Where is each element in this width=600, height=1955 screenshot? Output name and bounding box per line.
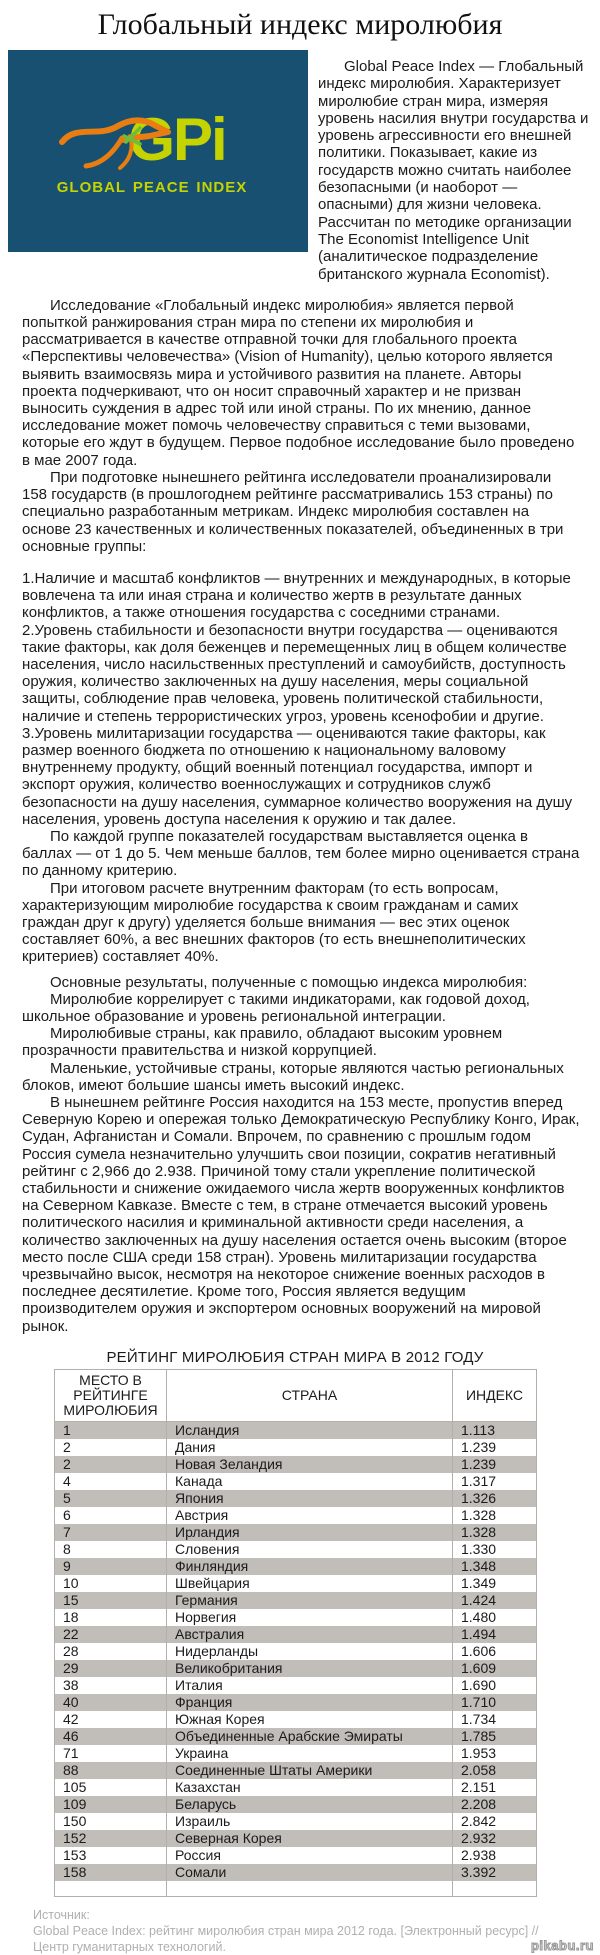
index-cell: 1.785 (453, 1728, 537, 1745)
list-item: 3.Уровень милитаризации государства — оцениваются такие факторы, как размер военного бюджета по отношению к национальному валовому внутреннему продукту, общий военный потенциал государства, импорт и экспорт оружия, количество военнослужащих и сотрудников служб безопасности на душу населения, суммарное количество вооружения на душу населения, уровень доступа населения к оружию и так далее. (22, 724, 573, 828)
rank-cell: 152 (55, 1830, 167, 1847)
rank-cell: 42 (55, 1711, 167, 1728)
table-row (55, 1864, 537, 1881)
header-row (8, 50, 592, 283)
paragraph-weights: При итоговом расчете внутренним факторам (то есть вопросам, характеризующим миролюбие государства к своим гражданам и самих граждан друг к другу) уделяется больше внимания — вес этих оценок составляет 60%, а вес внешних факторов (то есть внешнеполитических критериев) составляет 40%. (22, 879, 526, 966)
table-row (55, 1473, 537, 1490)
paragraph-result-3: Маленькие, устойчивые страны, которые являются частью региональных блоков, имеют большие шансы иметь высокий индекс. (22, 1059, 564, 1094)
gpi-logo-art (128, 106, 226, 173)
index-cell: 1.606 (453, 1643, 537, 1660)
index-cell: 1.690 (453, 1677, 537, 1694)
list-item: 1.Наличие и масштаб конфликтов — внутренних и международных, в которые вовлечена та или иная страна и количество жертв в результате данных конфликтов, а также отношения государства с соседними странами. (22, 569, 571, 622)
country-cell: Ирландия (167, 1524, 453, 1541)
rank-cell: 6 (55, 1507, 167, 1524)
rank-cell: 10 (55, 1575, 167, 1592)
rank-cell: 2 (55, 1456, 167, 1473)
country-cell: Россия (167, 1847, 453, 1864)
table-row (55, 1796, 537, 1813)
table-row (55, 1421, 537, 1439)
country-cell: Канада (167, 1473, 453, 1490)
country-cell: Норвегия (167, 1609, 453, 1626)
table-row (55, 1490, 537, 1507)
index-cell: 2.932 (453, 1830, 537, 1847)
index-cell: 1.424 (453, 1592, 537, 1609)
table-row (55, 1439, 537, 1456)
source-note (33, 1907, 560, 1955)
index-cell: 1.480 (453, 1609, 537, 1626)
rank-cell: 46 (55, 1728, 167, 1745)
list-item: 2.Уровень стабильности и безопасности внутри государства — оцениваются такие факторы, как доля беженцев и перемещенных лиц в общем количестве населения, число насильственных преступлений и самоубийств, доступность оружия, количество заключенных на душу населения, меры социальной защиты, соблюдение прав человека, уровень политической стабильности, наличие и степень террористических угроз, уровень ксенофобии и другие. (22, 621, 567, 725)
table-row (55, 1830, 537, 1847)
index-cell: 1.609 (453, 1660, 537, 1677)
rating-table (54, 1369, 537, 1897)
table-title: РЕЙТИНГ МИРОЛЮБИЯ СТРАН МИРА В 2012 ГОДУ (106, 1348, 484, 1366)
country-cell: Швейцария (167, 1575, 453, 1592)
table-empty-row (55, 1881, 537, 1897)
index-cell: 1.330 (453, 1541, 537, 1558)
table-row (55, 1745, 537, 1762)
index-cell: 2.058 (453, 1762, 537, 1779)
intro-paragraph: Global Peace Index — Глобальный индекс миролюбия. Характеризует миролюбие стран мира, измеряя уровень насилия внутри государства и уровень агрессивности его внешней политики. Показывает, какие из государств можно считать наиболее безопасными (и наоборот — опасными) для жизни человека. Рассчитан по методике организации The Economist Intelligence Unit (аналитическое подразделение британского журнала Economist). (318, 58, 589, 283)
index-cell: 1.328 (453, 1507, 537, 1524)
country-cell: Исландия (167, 1421, 453, 1439)
index-cell: 2.151 (453, 1779, 537, 1796)
table-row (55, 1813, 537, 1830)
table-row (55, 1507, 537, 1524)
country-cell: Австралия (167, 1626, 453, 1643)
country-cell: Финляндия (167, 1558, 453, 1575)
paragraph-result-1: Миролюбие коррелирует с такими индикаторами, как годовой доход, школьное образование и уровень региональной интеграции. (22, 990, 530, 1025)
table-row (55, 1456, 537, 1473)
country-cell: Южная Корея (167, 1711, 453, 1728)
criteria-list (22, 570, 580, 828)
table-row (55, 1575, 537, 1592)
index-cell: 1.113 (453, 1421, 537, 1439)
rank-cell: 109 (55, 1796, 167, 1813)
table-row (55, 1541, 537, 1558)
table-row (55, 1558, 537, 1575)
country-cell: Словения (167, 1541, 453, 1558)
rank-cell: 38 (55, 1677, 167, 1694)
country-cell: Австрия (167, 1507, 453, 1524)
rank-cell: 29 (55, 1660, 167, 1677)
country-cell: Франция (167, 1694, 453, 1711)
table-row (55, 1728, 537, 1745)
table-row (55, 1660, 537, 1677)
index-cell: 1.239 (453, 1439, 537, 1456)
page-title: Глобальный индекс миролюбия (97, 8, 503, 41)
rank-cell: 22 (55, 1626, 167, 1643)
country-cell: Казахстан (167, 1779, 453, 1796)
table-body (55, 1421, 537, 1881)
col-header-country: СТРАНА (167, 1369, 453, 1421)
rating-table-section (54, 1349, 536, 1897)
country-cell: Израиль (167, 1813, 453, 1830)
index-cell: 1.953 (453, 1745, 537, 1762)
rank-cell: 9 (55, 1558, 167, 1575)
rank-cell: 1 (55, 1421, 167, 1439)
country-cell: Беларусь (167, 1796, 453, 1813)
index-cell: 3.392 (453, 1864, 537, 1881)
gpi-logo-caption: global peace index (56, 174, 248, 197)
col-header-rank: МЕСТО В РЕЙТИНГЕ МИРОЛЮБИЯ (55, 1369, 167, 1421)
table-row (55, 1677, 537, 1694)
table-row (55, 1779, 537, 1796)
page (0, 8, 600, 1955)
paragraph-result-2: Миролюбивые страны, как правило, обладают высоким уровнем прозрачности правительства и низкой коррупцией. (22, 1025, 503, 1060)
index-cell: 1.734 (453, 1711, 537, 1728)
paragraph-research: Исследование «Глобальный индекс миролюбия» является первой попыткой ранжирования стран мира по степени их миролюбия и рассматривается в качестве отправной точки для глобального проекта «Перспективы человечества» (Vision of Humanity), целью которого является выявить взаимосвязь мира и устойчивого развития на планете. Авторы проекта подчеркивают, что он носит справочный характер и не призван выносить суждения в адрес той или иной страны. По их мнению, данное исследование может помочь человечеству справиться с теми вызовами, которые его ждут в будущем. Первое подобное исследование было проведено в мае 2007 года. (22, 296, 575, 469)
table-row (55, 1524, 537, 1541)
paragraph-russia: В нынешнем рейтинге Россия находится на 153 месте, пропустив вперед Северную Корею и опережая только Демократическую Республику Конго, Ирак, Судан, Афганистан и Сомали. Впрочем, по сравнению с прошлым годом Россия сумела незначительно улучшить свои позиции, сократив негативный рейтинг с 2,966 до 2.938. Причиной тому стали укрепление политической стабильности и снижение ожидаемого числа жертв вооруженных конфликтов на Северном Кавказе. Вместе с тем, в стране отмечается высокий уровень политического насилия и криминальной активности среди населения, а количество заключенных на душу населения остается очень высоким (второе место после США среди 158 стран). Уровень милитаризации государства чрезвычайно высок, несмотря на некоторое снижение военных расходов в последнее десятилетие. Кроме того, Россия является ведущим производителем оружия и экспортером основных вооружений на мировой рынок. (22, 1094, 580, 1335)
rank-cell: 4 (55, 1473, 167, 1490)
country-cell: Северная Корея (167, 1830, 453, 1847)
table-row (55, 1762, 537, 1779)
country-cell: Сомали (167, 1864, 453, 1881)
rank-cell: 7 (55, 1524, 167, 1541)
index-cell: 1.349 (453, 1575, 537, 1592)
country-cell: Нидерланды (167, 1643, 453, 1660)
table-row (55, 1609, 537, 1626)
country-cell: Великобритания (167, 1660, 453, 1677)
watermark: pikabu.ru (530, 1937, 594, 1953)
table-footer (55, 1881, 537, 1897)
index-cell: 2.938 (453, 1847, 537, 1864)
country-cell: Объединенные Арабские Эмираты (167, 1728, 453, 1745)
rank-cell: 2 (55, 1439, 167, 1456)
table-row (55, 1711, 537, 1728)
index-cell: 1.317 (453, 1473, 537, 1490)
source-text: Global Peace Index: рейтинг миролюбия стран мира 2012 года. [Электронный ресурс] // Центр гуманитарных технологий. (33, 1923, 539, 1954)
table-row (55, 1847, 537, 1864)
table-row (55, 1626, 537, 1643)
table-row (55, 1694, 537, 1711)
country-cell: Дания (167, 1439, 453, 1456)
country-cell: Соединенные Штаты Америки (167, 1762, 453, 1779)
rank-cell: 88 (55, 1762, 167, 1779)
rank-cell: 150 (55, 1813, 167, 1830)
rank-cell: 153 (55, 1847, 167, 1864)
intro-column (308, 50, 592, 283)
index-cell: 1.326 (453, 1490, 537, 1507)
country-cell: Украина (167, 1745, 453, 1762)
table-header (55, 1369, 537, 1421)
rank-cell: 18 (55, 1609, 167, 1626)
country-cell: Япония (167, 1490, 453, 1507)
country-cell: Новая Зеландия (167, 1456, 453, 1473)
rank-cell: 5 (55, 1490, 167, 1507)
table-row (55, 1592, 537, 1609)
paragraph-methodology: При подготовке нынешнего рейтинга исследователи проанализировали 158 государств (в прошлогоднем рейтинге рассматривались 153 страны) по специально разработанным метрикам. Индекс миролюбия составлен на основе 23 качественных и количественных показателей, объединенных в три основные группы: (22, 468, 564, 555)
source-label: Источник: (33, 1907, 90, 1922)
index-cell: 1.710 (453, 1694, 537, 1711)
rank-cell: 158 (55, 1864, 167, 1881)
table-row (55, 1643, 537, 1660)
rank-cell: 105 (55, 1779, 167, 1796)
article (22, 297, 580, 1335)
rank-cell: 40 (55, 1694, 167, 1711)
rank-cell: 8 (55, 1541, 167, 1558)
index-cell: 1.328 (453, 1524, 537, 1541)
country-cell: Италия (167, 1677, 453, 1694)
rank-cell: 71 (55, 1745, 167, 1762)
paragraph-results-intro: Основные результаты, полученные с помощью индекса миролюбия: (50, 973, 528, 991)
index-cell: 1.239 (453, 1456, 537, 1473)
paragraph-scoring: По каждой группе показателей государствам выставляется оценка в баллах — от 1 до 5. Чем меньше баллов, тем более мирно оценивается страна по данному критерию. (22, 827, 580, 880)
index-cell: 1.494 (453, 1626, 537, 1643)
index-cell: 2.208 (453, 1796, 537, 1813)
index-cell: 2.842 (453, 1813, 537, 1830)
gpi-logo (8, 50, 308, 252)
rank-cell: 28 (55, 1643, 167, 1660)
index-cell: 1.348 (453, 1558, 537, 1575)
col-header-index: ИНДЕКС (453, 1369, 537, 1421)
gpi-monogram: GPi (128, 106, 226, 173)
country-cell: Германия (167, 1592, 453, 1609)
rank-cell: 15 (55, 1592, 167, 1609)
